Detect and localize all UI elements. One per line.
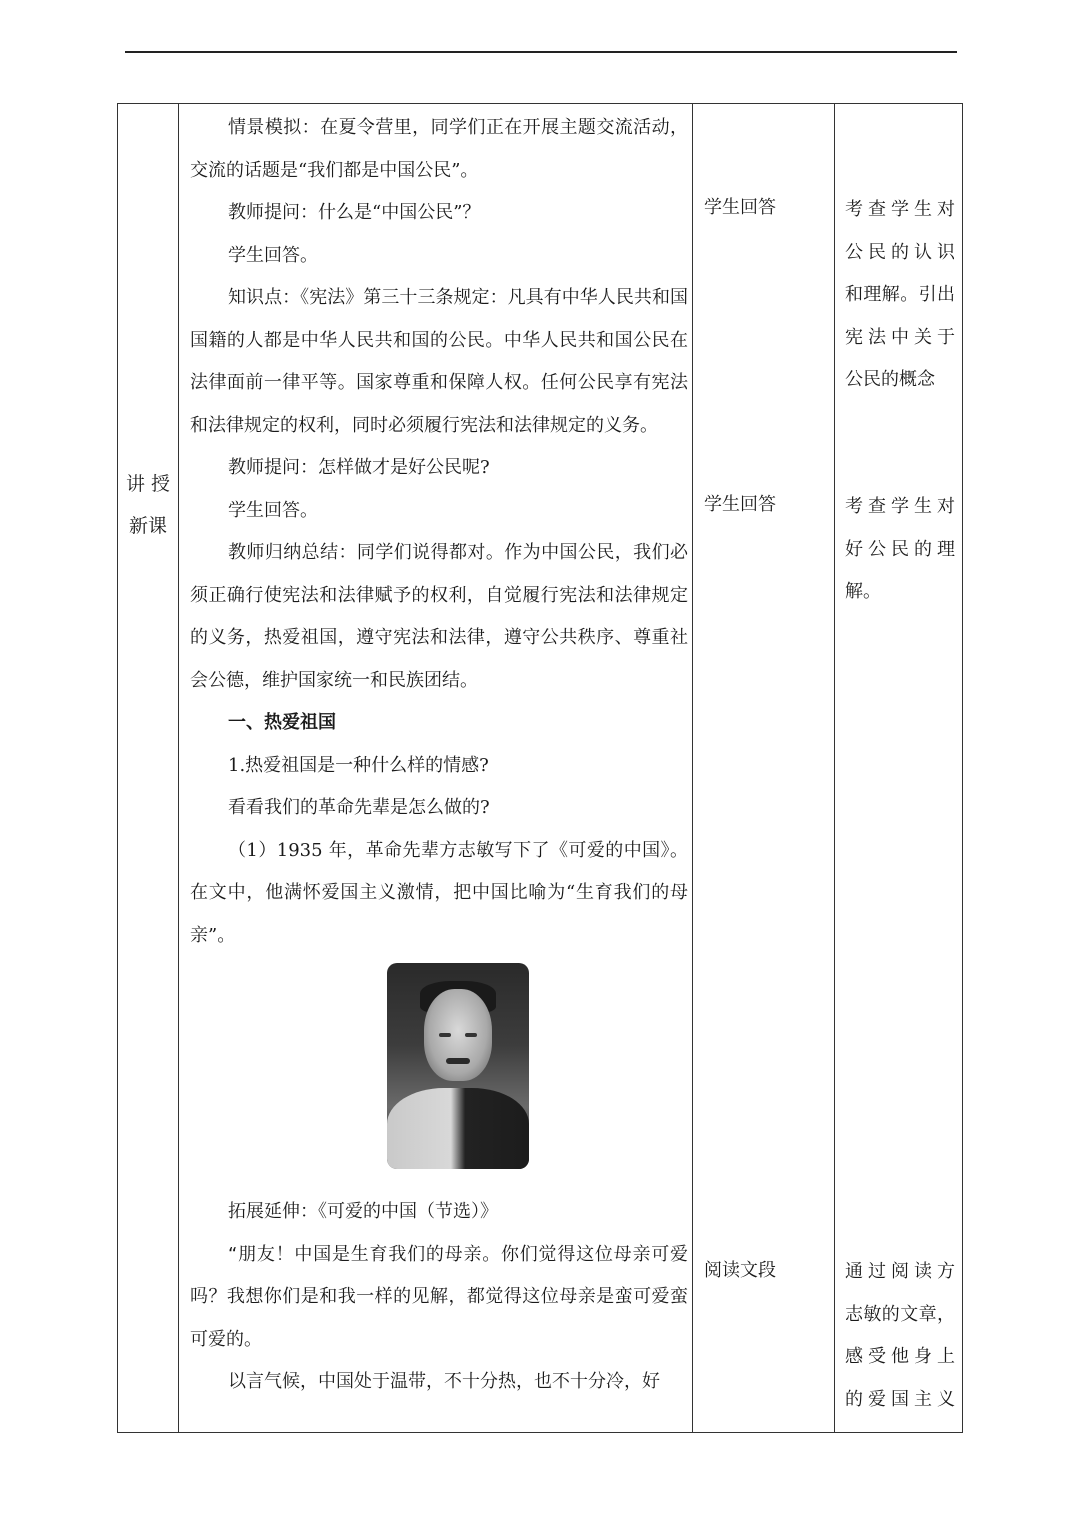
design-intent: 考查学生对 好公民的理 解。 [845,496,955,602]
paragraph: 学生回答。 [228,244,318,266]
design-intent: 考查学生对 公民的认识 和理解。引出 宪法中关于 公民的概念 [845,199,955,390]
student-activity: 学生回答 [704,494,776,515]
student-activity: 学生回答 [704,197,776,218]
student-activity: 阅读文段 [704,1260,776,1281]
column-divider [834,104,835,1432]
stage-label-line: 讲 授 [125,473,171,495]
paragraph: 拓展延伸：《可爱的中国（节选）》 [228,1201,498,1222]
teaching-content [190,107,688,1404]
paragraph: 1.热爱祖国是一种什么样的情感? [228,754,489,776]
column-divider [692,104,693,1432]
paragraph: 知识点：《宪法》第三十三条规定：凡具有中华人民共和国国籍的人都是中华人民共和国的公民。中华人民共和国公民在法律面前一律平等。国家尊重和保障人权。任何公民享有宪法和法律规定的权利，同时必须履行宪法和法律规定的义务。 [190,287,688,436]
column-divider [178,104,179,1432]
section-heading: 一、热爱祖国 [228,712,336,733]
paragraph: 看看我们的革命先辈是怎么做的? [228,797,490,818]
paragraph: 情景模拟：在夏令营里，同学们正在开展主题交流活动，交流的话题是“我们都是中国公民”。 [190,117,688,181]
reading-excerpt: 以言气候，中国处于温带，不十分热，也不十分冷，好 [228,1371,660,1392]
header-rule [125,51,957,53]
paragraph: 教师归纳总结：同学们说得都对。作为中国公民，我们必须正确行使宪法和法律赋予的权利，自觉履行宪法和法律规定的义务，热爱祖国，遵守宪法和法律，遵守公共秩序、尊重社会公德，维护国家统一和民族团结。 [190,542,688,691]
design-intent: 通过阅读方 志敏的文章， 感受他身上 的爱国主义 [845,1261,955,1410]
reading-excerpt: “朋友！中国是生育我们的母亲。你们觉得这位母亲可爱吗？我想你们是和我一样的见解，都觉得这位母亲是蛮可爱蛮可爱的。 [190,1243,688,1350]
portrait-photo [387,963,529,1169]
stage-label [118,463,178,547]
paragraph: （1）1935 年，革命先辈方志敏写下了《可爱的中国》。在文中，他满怀爱国主义激情，把中国比喻为“生育我们的母亲”。 [190,839,688,946]
paragraph: 教师提问：怎样做才是好公民呢? [228,457,490,478]
lesson-plan-table [117,103,963,1433]
paragraph: 学生回答。 [228,499,318,521]
photo-container [190,957,688,1191]
paragraph: 教师提问：什么是“中国公民”？ [228,202,481,223]
stage-label-line: 新课 [128,515,167,537]
